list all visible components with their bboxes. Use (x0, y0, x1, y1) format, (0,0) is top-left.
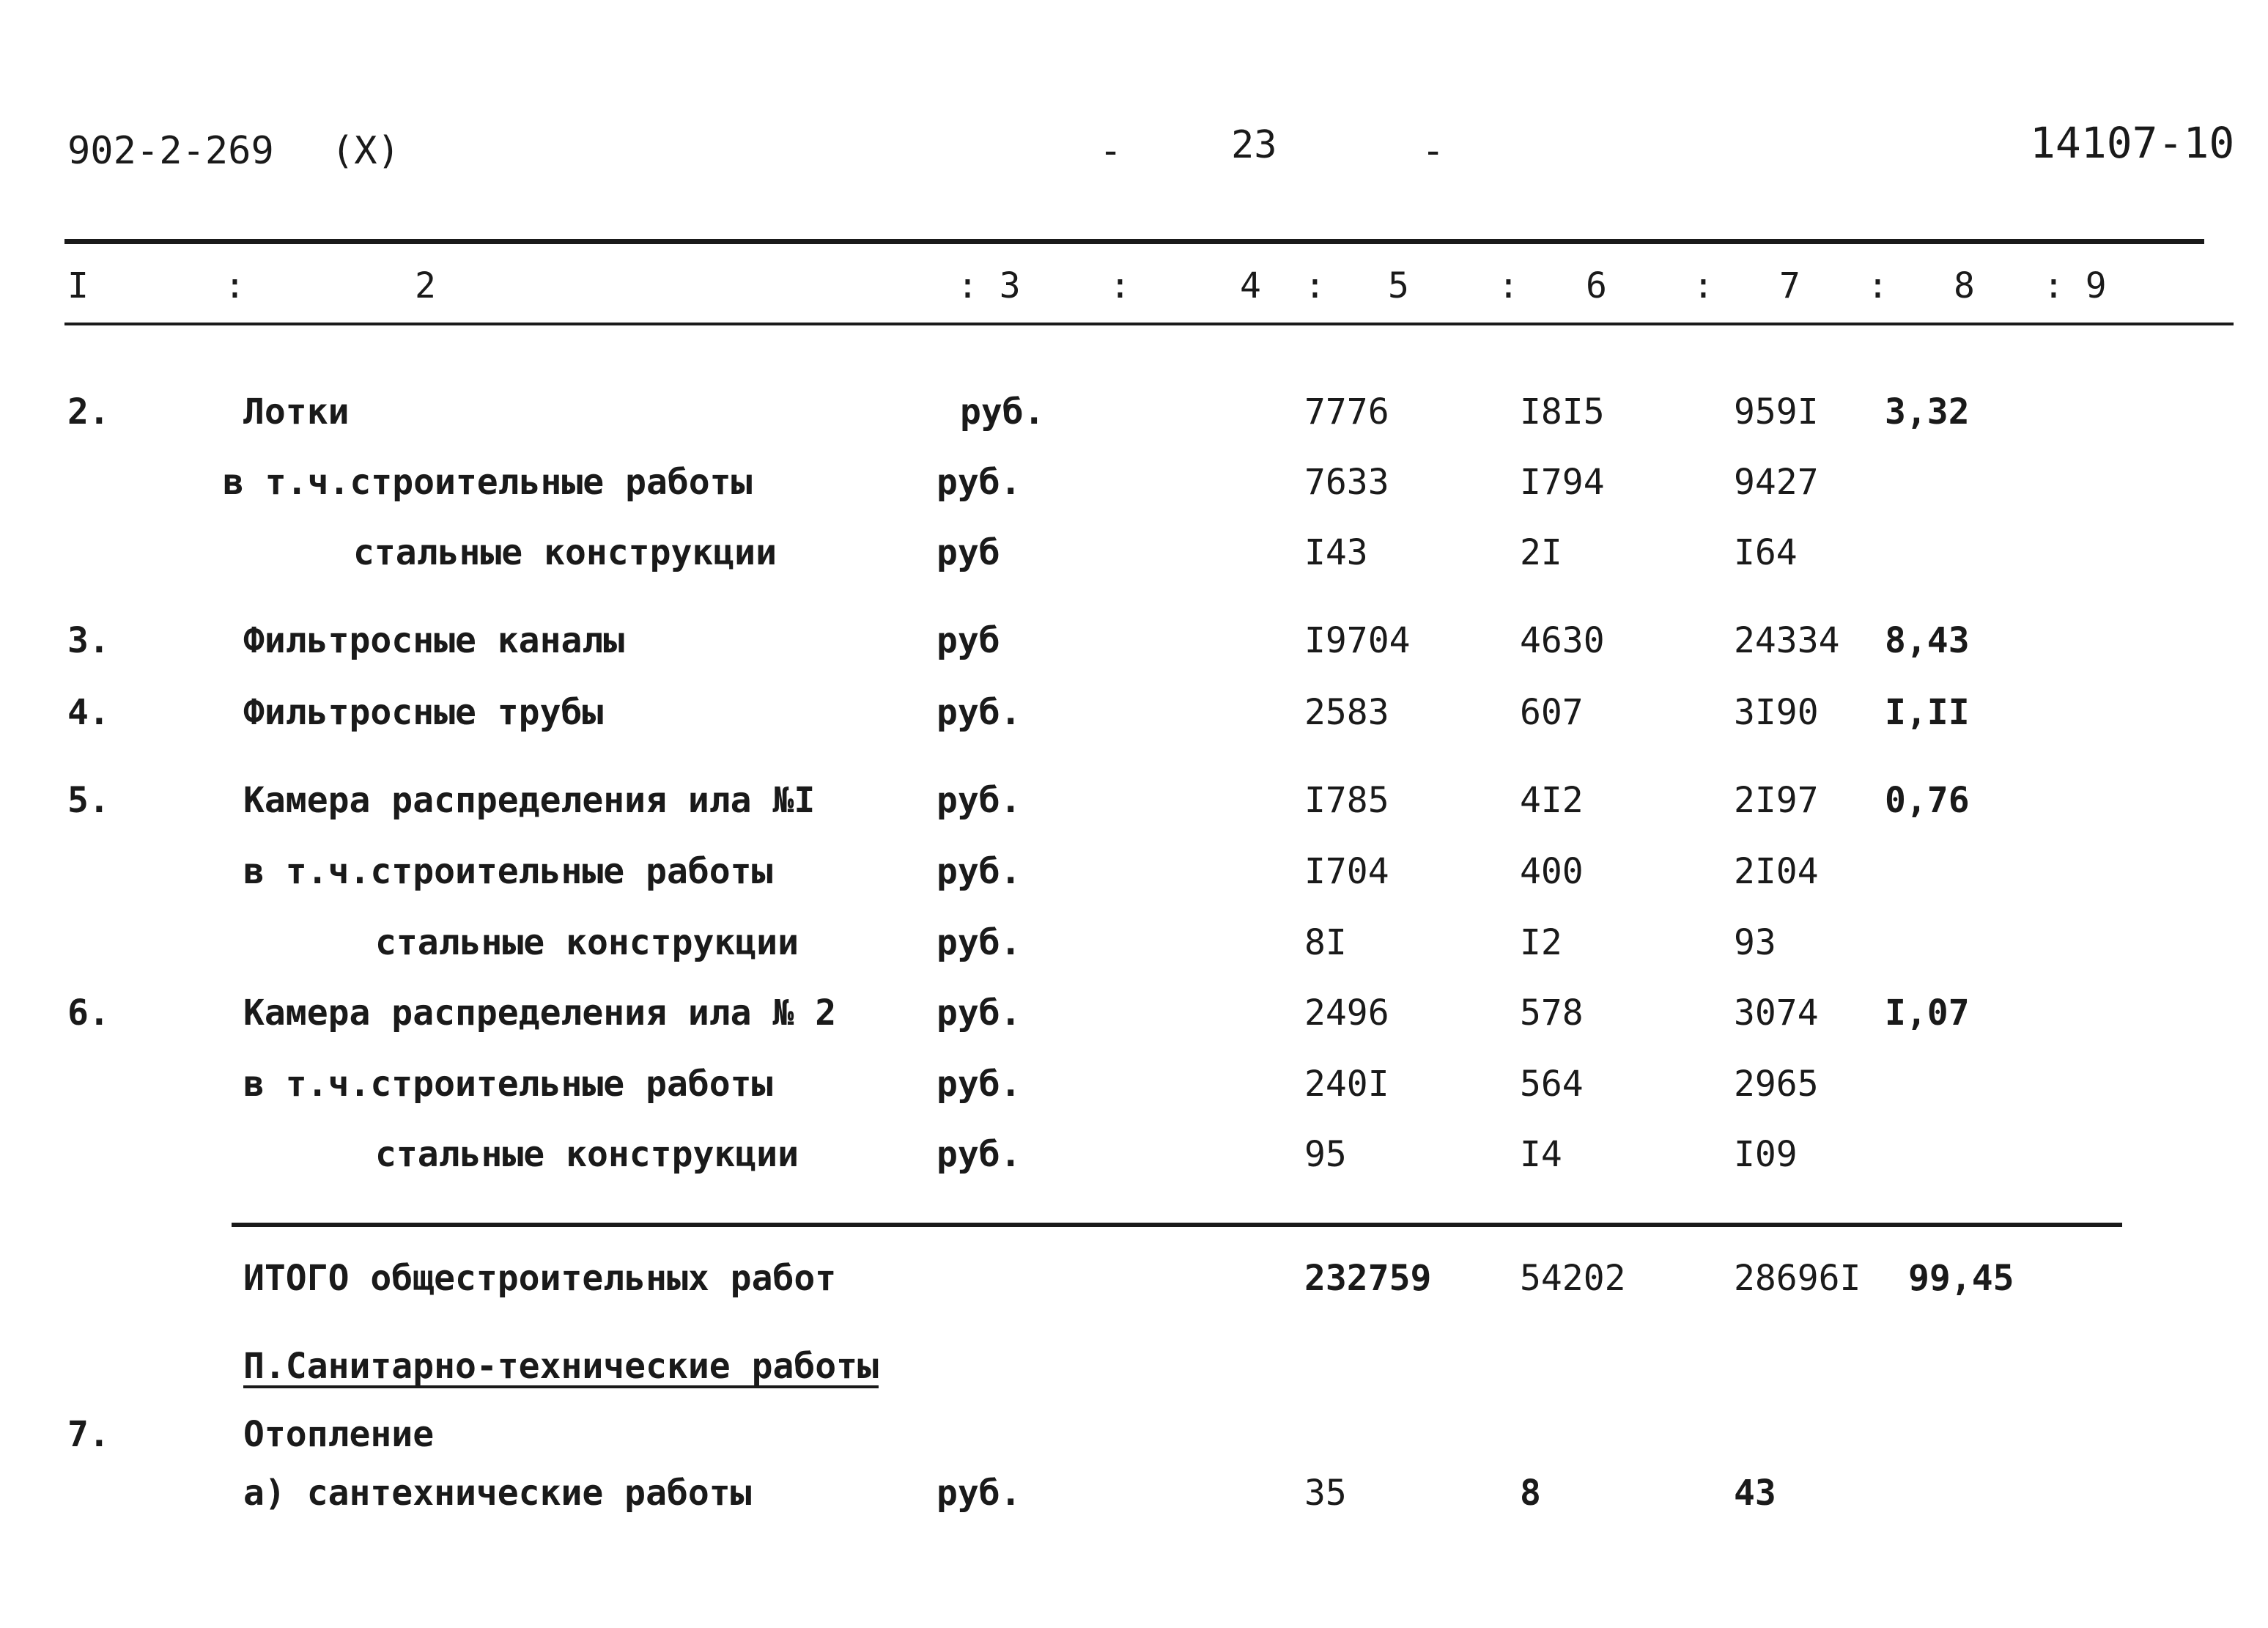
page-dash-left: - (1099, 129, 1123, 173)
row-col5: I9704 (1304, 620, 1411, 661)
row-name: стальные конструкции (375, 922, 799, 963)
row-unit: руб. (937, 462, 1022, 503)
colhdr-sep: : (1109, 265, 1131, 306)
row-col6: 4I2 (1520, 780, 1584, 821)
row-col5: 7776 (1304, 391, 1389, 432)
row-col5: 2496 (1304, 992, 1389, 1034)
colhdr-sep: : (1867, 265, 1888, 306)
row-name: Камера распределения ила №I (243, 780, 816, 821)
row-name: Отопление (243, 1414, 435, 1455)
doc-code: 902-2-269 (67, 129, 274, 173)
header-bottom-rule (64, 323, 2234, 325)
colhdr-4: 4 (1240, 265, 1261, 306)
row-name: стальные конструкции (375, 1134, 799, 1175)
colhdr-3: : 3 (957, 265, 1021, 306)
colhdr-2: 2 (415, 265, 436, 306)
total-col7: 28696I (1734, 1258, 1861, 1299)
row-col7: 3I90 (1734, 692, 1819, 733)
colhdr-sep: : (1304, 265, 1326, 306)
colhdr-8: 8 (1954, 265, 1975, 306)
row-col7: I09 (1734, 1134, 1798, 1175)
row-col7: 3074 (1734, 992, 1819, 1034)
row-col5: 8I (1304, 922, 1347, 963)
row-unit: руб. (937, 692, 1022, 733)
row-col6: I4 (1520, 1134, 1562, 1175)
row-col7: 43 (1734, 1473, 1776, 1514)
row-number: 2. (67, 391, 110, 432)
row-col5: I704 (1304, 851, 1389, 892)
row-col7: I64 (1734, 532, 1798, 573)
row-name: Лотки (243, 391, 350, 432)
colhdr-sep: : (224, 265, 245, 306)
row-col7: 2965 (1734, 1064, 1819, 1105)
row-col8: 3,32 (1885, 391, 1970, 432)
colhdr-7: 7 (1779, 265, 1800, 306)
row-number: 3. (67, 620, 110, 661)
row-name: в т.ч.строительные работы (223, 462, 753, 503)
colhdr-9: : 9 (2043, 265, 2107, 306)
row-col5: 2583 (1304, 692, 1389, 733)
row-number: 4. (67, 692, 110, 733)
row-number: 7. (67, 1414, 110, 1455)
section-heading: П.Санитарно-технические работы (243, 1346, 879, 1387)
page-dash-right: - (1422, 129, 1445, 173)
row-number: 5. (67, 780, 110, 821)
row-col5: 95 (1304, 1134, 1347, 1175)
total-col5: 232759 (1304, 1258, 1432, 1299)
row-col6: I794 (1520, 462, 1605, 503)
row-col5: I785 (1304, 780, 1389, 821)
row-unit: руб. (937, 1064, 1022, 1105)
row-unit: руб. (937, 922, 1022, 963)
sheet-code: 14107-10 (2030, 118, 2235, 168)
row-col8: 0,76 (1885, 780, 1970, 821)
row-col7: 24334 (1734, 620, 1840, 661)
row-col5: 35 (1304, 1473, 1347, 1514)
row-col8: I,II (1885, 692, 1970, 733)
colhdr-sep: : (1498, 265, 1519, 306)
row-col6: 8 (1520, 1473, 1541, 1514)
row-col5: 240I (1304, 1064, 1389, 1105)
row-col5: 7633 (1304, 462, 1389, 503)
row-unit: руб. (960, 391, 1045, 432)
row-col6: 400 (1520, 851, 1584, 892)
colhdr-6: 6 (1586, 265, 1607, 306)
page-number: 23 (1231, 123, 1277, 167)
total-col8: 99,45 (1908, 1258, 2014, 1299)
row-name: стальные конструкции (353, 532, 777, 573)
row-unit: руб. (937, 1473, 1022, 1514)
row-unit: руб. (937, 851, 1022, 892)
colhdr-1: I (67, 265, 89, 306)
row-col8: 8,43 (1885, 620, 1970, 661)
row-name: в т.ч.строительные работы (243, 851, 773, 892)
row-col6: 564 (1520, 1064, 1584, 1105)
row-name: а) сантехнические работы (243, 1473, 752, 1514)
row-name: в т.ч.строительные работы (243, 1064, 773, 1105)
row-unit: руб. (937, 1134, 1022, 1175)
row-unit: руб. (937, 992, 1022, 1034)
row-col6: 4630 (1520, 620, 1605, 661)
doc-mark: (X) (331, 129, 400, 173)
total-label: ИТОГО общестроительных работ (243, 1258, 837, 1299)
row-unit: руб. (937, 780, 1022, 821)
row-name: Фильтросные трубы (243, 692, 604, 733)
row-name: Камера распределения ила № 2 (243, 992, 837, 1034)
total-rule (232, 1223, 2122, 1227)
row-col6: I2 (1520, 922, 1562, 963)
colhdr-sep: : (1693, 265, 1714, 306)
row-col6: 578 (1520, 992, 1584, 1034)
row-col7: 93 (1734, 922, 1776, 963)
row-unit: руб (937, 620, 1000, 661)
row-number: 6. (67, 992, 110, 1034)
row-col8: I,07 (1885, 992, 1970, 1034)
row-col6: 2I (1520, 532, 1562, 573)
row-col7: 2I97 (1734, 780, 1819, 821)
row-col6: I8I5 (1520, 391, 1605, 432)
total-col6: 54202 (1520, 1258, 1626, 1299)
row-col6: 607 (1520, 692, 1584, 733)
row-name: Фильтросные каналы (243, 620, 625, 661)
top-rule (64, 239, 2204, 244)
row-unit: руб (937, 532, 1000, 573)
row-col7: 2I04 (1734, 851, 1819, 892)
row-col5: I43 (1304, 532, 1368, 573)
row-col7: 959I (1734, 391, 1819, 432)
row-col7: 9427 (1734, 462, 1819, 503)
colhdr-5: 5 (1388, 265, 1409, 306)
